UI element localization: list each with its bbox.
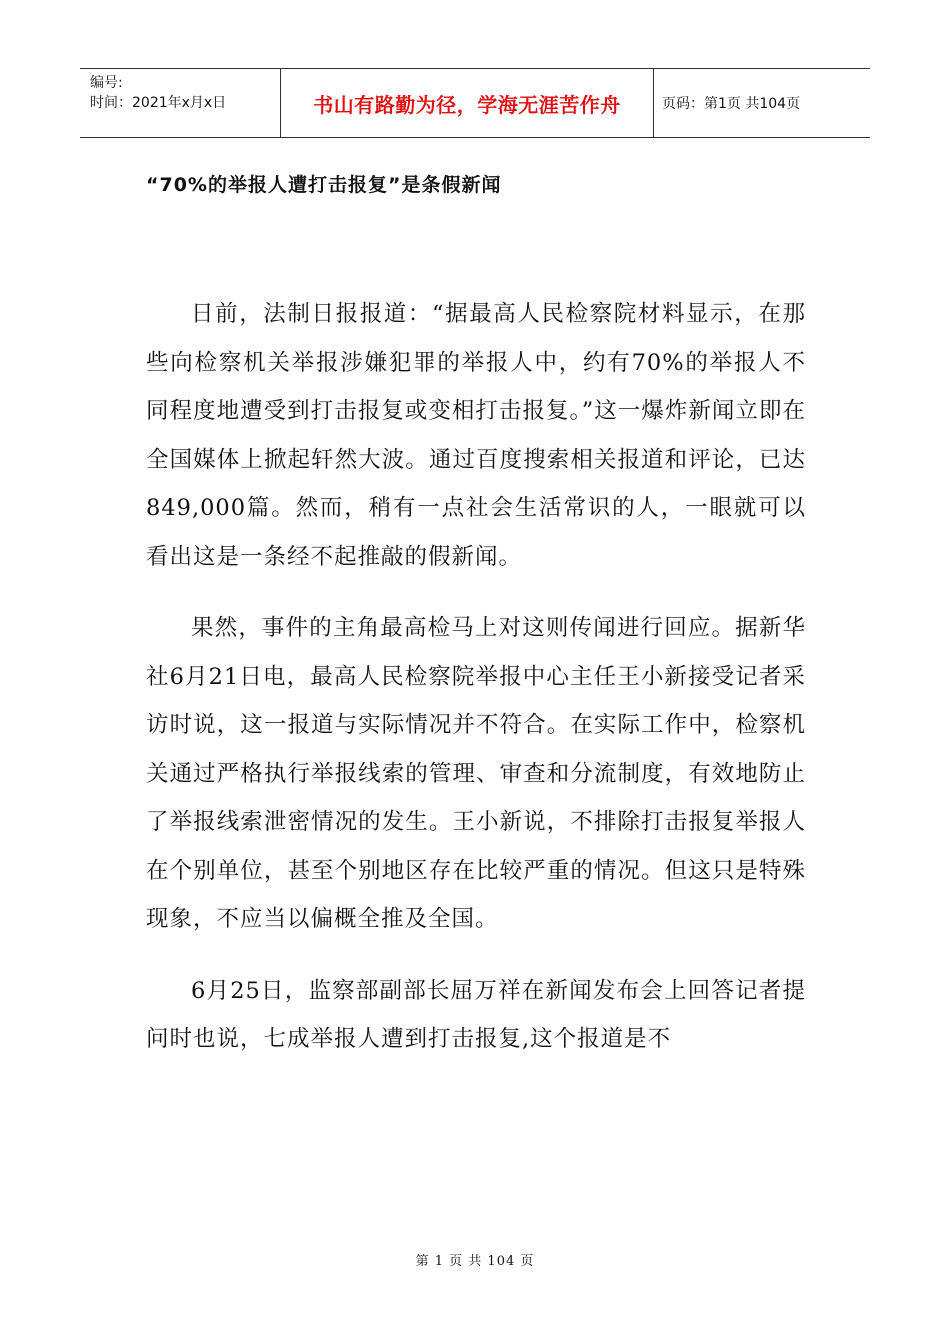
- header-page-info: 页码：第1页 共104页: [662, 96, 801, 112]
- page-footer: 第 1 页 共 104 页: [415, 1254, 535, 1269]
- paragraph: 日前，法制日报报道：“据最高人民检察院材料显示，在那些向检察机关举报涉嫌犯罪的举报人中，约有70%的举报人不同程度地遭受到打击报复或变相打击报复。”这一爆炸新闻立即在全国媒体上掀起轩然大波。通过百度搜索相关报道和评论，已达849,000篇。然而，稍有一点社会生活常识的人，一眼就可以看出这是一条经不起推敲的假新闻。: [146, 301, 806, 570]
- header-meta: [80, 69, 280, 137]
- date-label: 时间：2021年x月x日: [90, 95, 227, 111]
- page-header: [80, 68, 870, 138]
- code-label: 编号:: [90, 75, 123, 91]
- header-motto: 书山有路勤为径，学海无涯苦作舟: [280, 69, 654, 137]
- paragraph: 果然，事件的主角最高检马上对这则传闻进行回应。据新华社6月21日电，最高人民检察院举报中心主任王小新接受记者采访时说，这一报道与实际情况并不符合。在实际工作中，检察机关通过严格执行举报线索的管理、审查和分流制度，有效地防止了举报线索泄密情况的发生。王小新说，不排除打击报复举报人在个别单位，甚至个别地区存在比较严重的情况。但这只是特殊现象，不应当以偏概全推及全国。: [146, 615, 806, 932]
- paragraph: 6月25日，监察部副部长屈万祥在新闻发布会上回答记者提问时也说，七成举报人遭到打击报复,这个报道是不: [146, 977, 806, 1052]
- document-title: “70%的举报人遭打击报复”是条假新闻: [146, 174, 502, 196]
- document-body: [146, 290, 806, 1087]
